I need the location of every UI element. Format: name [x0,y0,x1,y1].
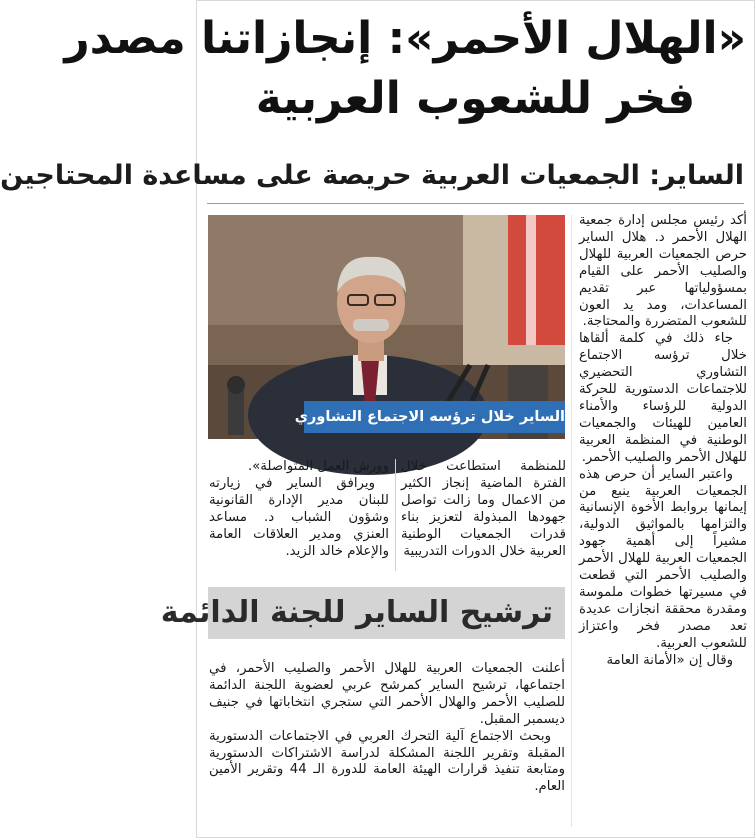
section-banner: ترشيح الساير للجنة الدائمة [208,587,565,639]
headline-line-2: فخر للشعوب العربية [255,73,696,124]
section-paragraph: وبحث الاجتماع آلية التحرك العربي في الاجتماعات الدستورية المقبلة وتقرير اللجنة المشكلة لدراسة الاشتراكات الدستورية ومتابعة تنفيذ قرارات الهيئة العامة للدورة الـ 44 وتقرير الأمين العام. [209,728,566,795]
article-paragraph: وورش العمل المتواصلة». [247,459,389,474]
article-column-middle [401,459,566,575]
column-divider [571,215,572,827]
subheadline: الساير: الجمعيات العربية حريصة على مساعدة المحتاجين [0,160,744,191]
article-paragraph: أكد رئيس مجلس إدارة جمعية الهلال الأحمر د. هلال الساير حرص الجمعيات العربية للهلال والصليب الأحمر على القيام بمسؤولياتها عبر تقديم المساعدات، ومد يد العون للشعوب المتضررة والمحتاجة. [579,213,747,330]
article-paragraph: واعتبر الساير أن حرص هذه الجمعيات العربية ينبع من إيمانها بروابط الأخوة الإنسانية والتزامها بالمواثيق الدولية، مشيراً إلى أهمية جهود الجمعيات العربية للهلال الأحمر والصليب الأحمر التي قطعت في مسيرتها خطوات ملموسة ومقدرة محققة انجازات عديدة تعد مصدر فخر واعتزاز للشعوب العربية. [579,466,747,651]
section-paragraph: أعلنت الجمعيات العربية للهلال الأحمر والصليب الأحمر، في اجتماعها، ترشيح الساير كمرشح عربي لعضوية اللجنة الدائمة للصليب الأحمر والهلال الأحمر التي ستجري انتخاباتها في جنيف ديسمبر المقبل. [209,661,565,727]
divider [207,203,744,204]
article-column-right [579,213,747,833]
article-paragraph: للمنظمة استطاعت خلال الفترة الماضية إنجاز الكثير من الاعمال وما زالت تواصل جهودها المبذولة لتعزيز بناء قدرات الجمعيات الوطنية العربية خلال الدورات التدريبية [401,459,566,559]
headline-line-1: «الهلال الأحمر»: إنجازاتنا مصدر [64,13,746,64]
section-body [209,661,565,811]
article-paragraph: ويرافق الساير في زيارته للبنان مدير الإدارة القانونية وشؤون الشباب د. مساعد العنزي ومدير العلاقات العامة والإعلام خالد الزيد. [209,475,389,559]
headline [64,9,746,137]
column-divider [395,459,396,571]
article-photo [208,215,565,439]
article-paragraph: جاء ذلك في كلمة ألقاها خلال ترؤسه الاجتماع التشاوري التحضيري للاجتماعات الدستورية للحركة الدولية للرؤساء والأمناء العامين للهيئات والجمعيات الوطنية في المنظمة العربية للهلال الأحمر والصليب الأحمر. [579,331,747,465]
article-paragraph: وقال إن «الأمانة العامة [606,652,733,668]
photo-caption: الساير خلال ترؤسه الاجتماع التشاوري [304,401,565,433]
article-column-left [209,459,389,575]
